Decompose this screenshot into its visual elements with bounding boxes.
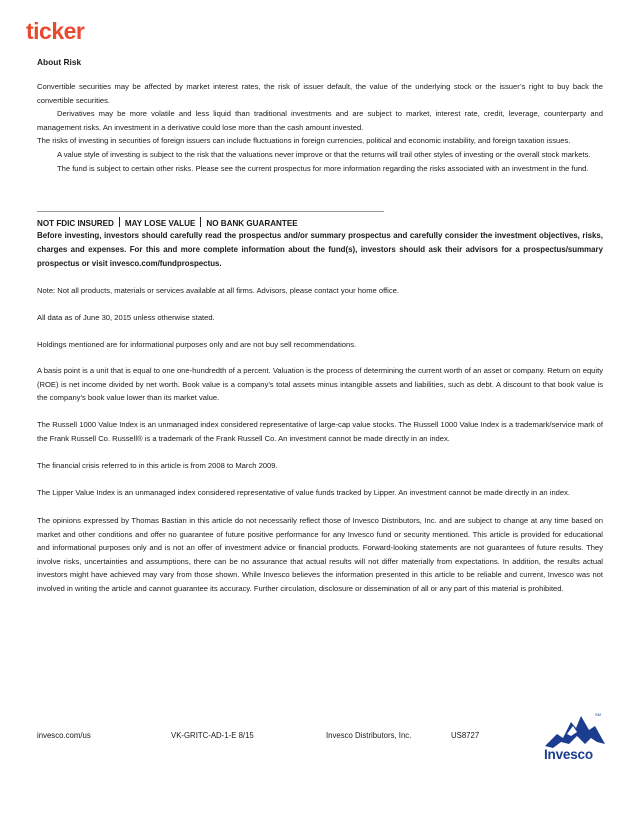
financial-crisis-text: The financial crisis referred to in this article is from 2008 to March 2009. [37,461,278,470]
data-as-of-text: All data as of June 30, 2015 unless otherwise stated. [37,313,215,322]
basis-point-text: A basis point is a unit that is equal to one one-hundredth of a percent. Valuation is the process of determining the current worth of an asset or company. Return on equity (ROE) is net income divided by net worth. Book value is a company’s total assets minus intangible assets and liabilities, such as debt. A discount to that book value is the company’s book value lower than its market value. [37,366,603,403]
opinions-text: The opinions expressed by Thomas Bastian in this article do not necessarily reflect those of Invesco Distributors, Inc. and are subject to change at any time based on market and other conditions and offer no guarantee of future positive performance for any Invesco fund or security mentioned. This article is provided for educational and informational purposes only and is not an offer of investment advice or financial products. Forward-looking statements are not guarantees of future results. They involve risks, uncertainties and assumptions, there can be no assurance that actual results will not differ materially from expectations. In addition, the results actual investors might have achieved may vary from those shown. While Invesco believes the information presented in this article to be reliable and current, Invesco was not involved in writing the article and cannot guarantee its accuracy. Further circulation, disclosure or dissemination of all or any part of this material is prohibited. [37,516,603,593]
risk-other: The fund is subject to certain other risks. Please see the current prospectus for more information regarding the risks associated with an investment in the fund. [57,163,589,173]
fdic-not-insured: NOT FDIC INSURED [37,219,114,228]
risk-paragraphs [37,80,603,175]
lipper-index-text: The Lipper Value Index is an unmanaged index considered representative of value funds tracked by Lipper. An investment cannot be made directly in an index. [37,488,571,497]
russell-index-text: The Russell 1000 Value Index is an unmanaged index considered representative of large-cap value stocks. The Russell 1000 Value Index is a trademark/service mark of the Frank Russell Co. Russell® is a trademark of the Frank Russell Co. An investment cannot be made directly in an index. [37,420,603,443]
note-text: Note: Not all products, materials or services available at all firms. Advisors, please contact your home office. [37,286,399,295]
footer-code: VK-GRITC-AD-1-E 8/15 [171,731,254,740]
footer-distributor: Invesco Distributors, Inc. [326,731,412,740]
footer-website: invesco.com/us [37,731,91,740]
ticker-logo: ticker [26,18,85,44]
about-risk-heading: About Risk [37,57,82,67]
risk-convertible: Convertible securities may be affected by market interest rates, the risk of issuer default, the value of the underlying stock or the issuer’s right to buy back the convertible securities. [37,82,603,105]
separator [119,217,120,227]
footer-id: US8727 [451,731,480,740]
risk-derivatives: Derivatives may be more volatile and less liquid than traditional investments and are subject to market, interest rate, credit, leverage, counterparty and management risks. An investment in a derivative could lose more than the cash amount invested. [37,109,603,132]
divider [37,211,384,212]
risk-foreign: The risks of investing in securities of foreign issuers can include fluctuations in foreign currencies, political and economic instability, and foreign taxation issues. [37,136,571,146]
holdings-text: Holdings mentioned are for informational purposes only and are not buy sell recommendations. [37,340,357,349]
fdic-banner [37,217,298,228]
fdic-may-lose-value: MAY LOSE VALUE [124,219,196,228]
prospectus-notice: Before investing, investors should carefully read the prospectus and/or summary prospectus and carefully consider the investment objectives, risks, charges and expenses. For this and more complete information about the fund(s), investors should ask their advisors for a prospectus/summary prospectus or visit invesco.com/fundprospectus. [37,231,603,268]
risk-value-style: A value style of investing is subject to the risk that the valuations never improve or that the returns will trail other styles of investing or the overall stock markets. [57,149,591,159]
fdic-no-bank-guarantee: NO BANK GUARANTEE [206,219,298,228]
invesco-wordmark: Invesco [544,747,593,762]
service-mark: SM [595,712,601,717]
separator [200,217,201,227]
